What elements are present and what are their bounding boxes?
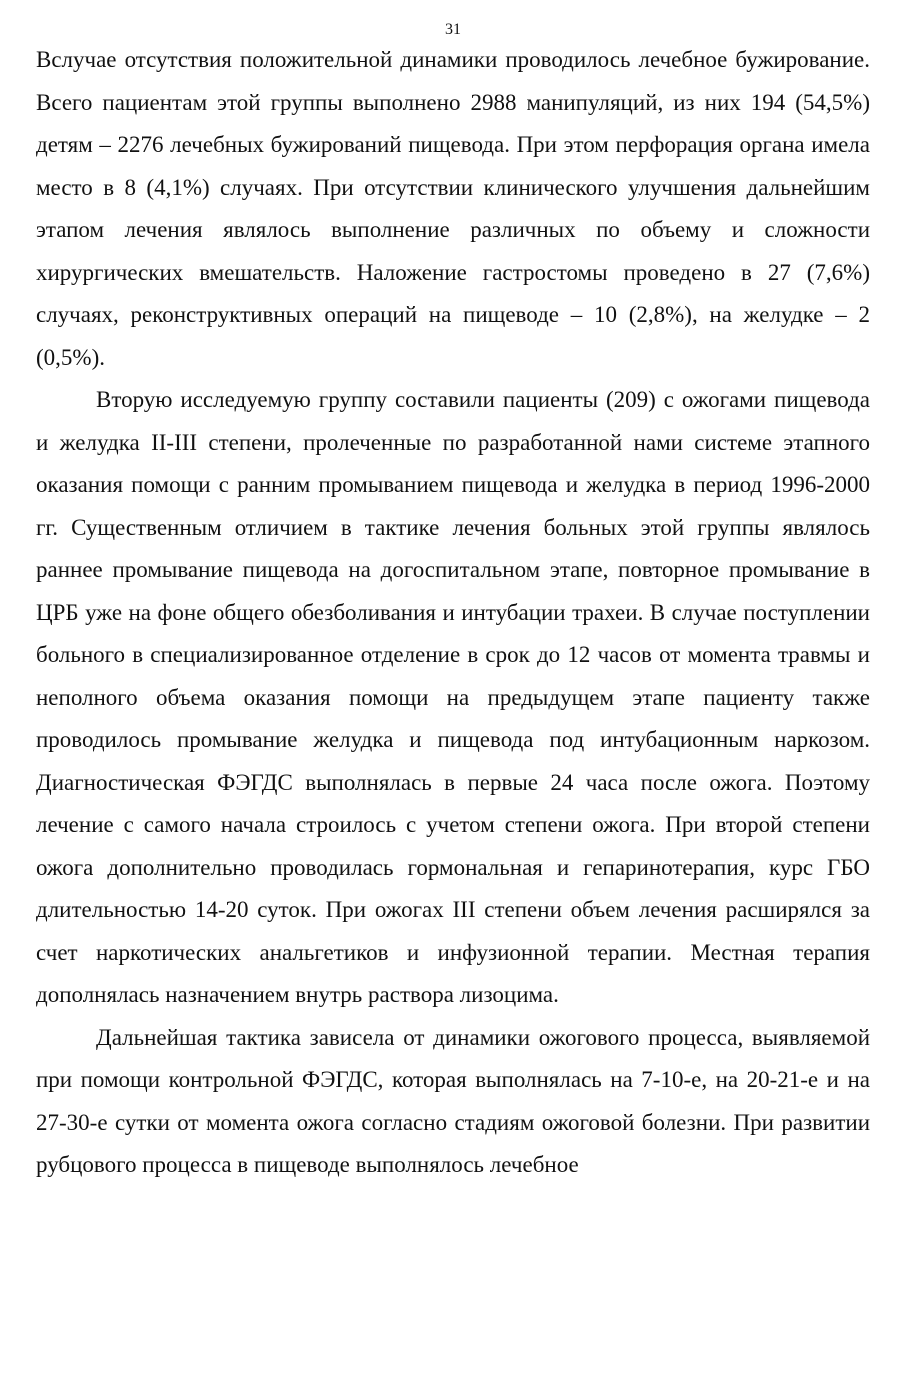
paragraph-3: Дальнейшая тактика зависела от динамики ожогового процесса, выявляемой при помощи контрольной ФЭГДС, которая выполнялась на 7-10-е, на 20-21-е и на 27-30-е сутки от момента ожога согласно стадиям ожоговой болезни. При развитии рубцового процесса в пищеводе выполнялось лечебное: [36, 1024, 870, 1177]
page-number: 31: [445, 21, 461, 38]
paragraph-1: Вслучае отсутствия положительной динамики проводилось лечебное бужирование. Всего пациентам этой группы выполнено 2988 манипуляций, из них 194 (54,5%) детям – 2276 лечебных бужирований пищевода. При этом перфорация органа имела место в 8 (4,1%) случаях. При отсутствии клинического улучшения дальнейшим этапом лечения являлось выполнение различных по объему и сложности хирургических вмешательств. Наложение гастростомы проведено в 27 (7,6%) случаях, реконструктивных операций на пищеводе – 10 (2,8%), на желудке – 2 (0,5%).: [36, 47, 870, 370]
paragraph-2: Вторую исследуемую группу составили пациенты (209) с ожогами пищевода и желудка II-III степени, пролеченные по разработанной нами системе этапного оказания помощи с ранним промыванием пищевода и желудка в период 1996-2000 гг. Существенным отличием в тактике лечения больных этой группы являлось раннее промывание пищевода на догоспитальном этапе, повторное промывание в ЦРБ уже на фоне общего обезболивания и интубации трахеи. В случае поступлении больного в специализированное отделение в срок до 12 часов от момента травмы и неполного объема оказания помощи на предыдущем этапе пациенту также проводилось промывание желудка и пищевода под интубационным наркозом. Диагностическая ФЭГДС выполнялась в первые 24 часа после ожога. Поэтому лечение с самого начала строилось с учетом степени ожога. При второй степени ожога дополнительно проводилась гормональная и гепаринотерапия, курс ГБО длительностью 14-20 суток. При ожогах III степени объем лечения расширялся за счет наркотических анальгетиков и инфузионной терапии. Местная терапия дополнялась назначением внутрь раствора лизоцима.: [36, 387, 870, 1007]
body-text: [36, 39, 870, 1187]
